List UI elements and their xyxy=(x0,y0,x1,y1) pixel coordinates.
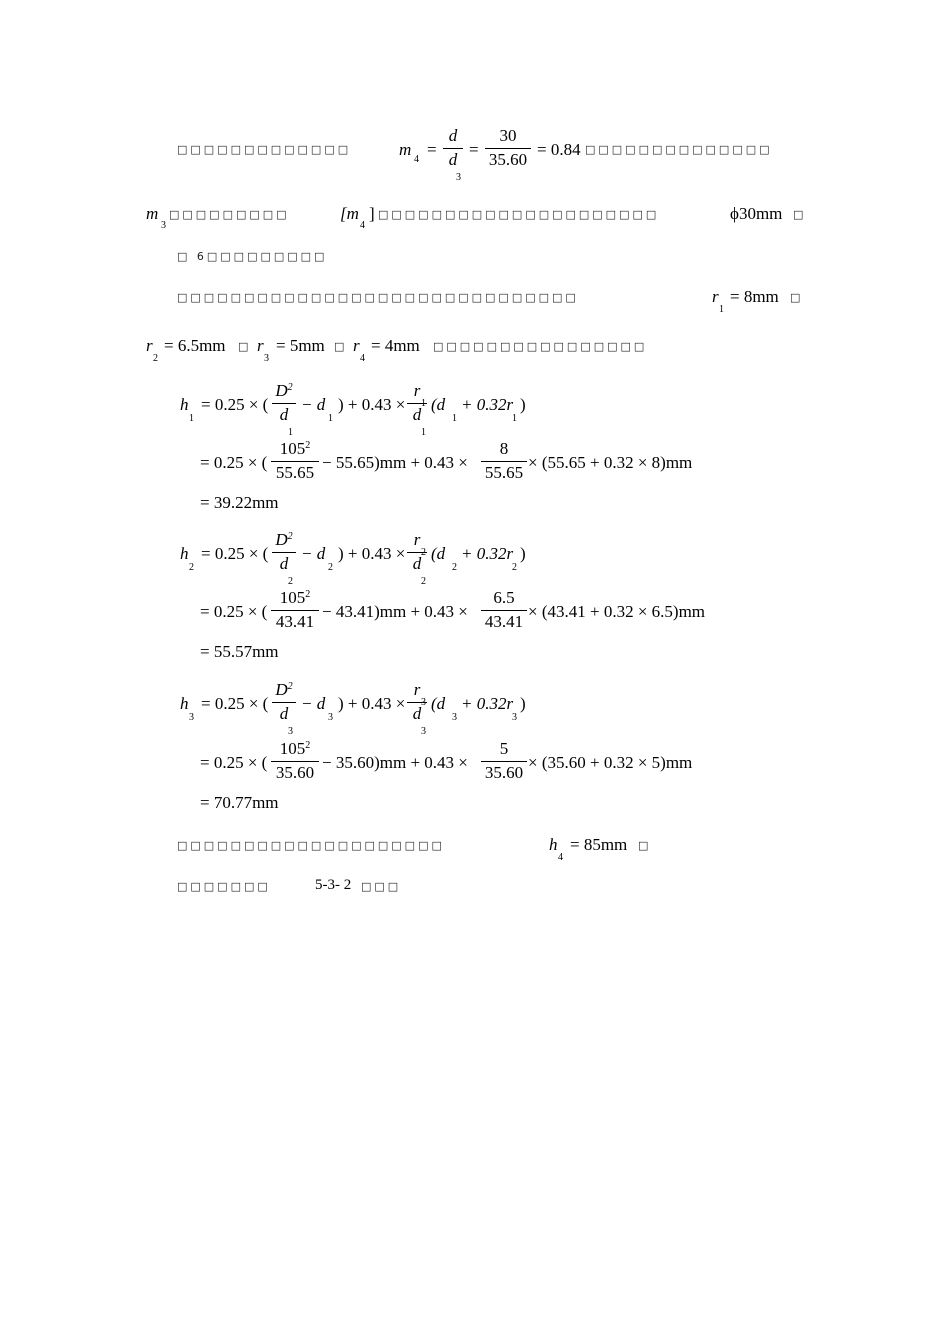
h1-line2-c: × (55.65 + 0.32 × 8)mm xyxy=(528,453,693,472)
h3-tail2-sub: 3 xyxy=(512,712,517,723)
frac-den: d xyxy=(448,149,458,169)
h3-symbol: h xyxy=(180,694,189,713)
frac-den: d xyxy=(279,553,289,573)
h1-minus-sub: 1 xyxy=(328,413,333,424)
r4-value: = 4mm xyxy=(371,336,420,355)
h3-line2-b: − 35.60)mm + 0.43 × xyxy=(322,753,468,772)
line3-text: □ 6□□□□□□□□□ xyxy=(177,250,328,263)
sep-2: □ xyxy=(334,340,348,353)
m3-symbol: m xyxy=(146,204,159,223)
h2-coef: = 0.25 × ( xyxy=(201,544,269,563)
line5-text: □□□□□□□□□□□□□□□□ xyxy=(433,340,648,353)
r3-symbol: r xyxy=(257,336,264,355)
h1-result: = 39.22mm xyxy=(200,493,279,512)
h1-line2-a: = 0.25 × ( xyxy=(200,453,268,472)
h4-line-end: □ xyxy=(638,839,652,852)
h1-l2-frac1 xyxy=(271,440,319,482)
eq-sign-2: = xyxy=(469,140,479,159)
h2-dden-sub: 2 xyxy=(421,576,426,587)
last-line-text: □□□□□□□ xyxy=(177,880,271,893)
frac-bar xyxy=(272,552,296,553)
h2-minus: − d xyxy=(301,544,326,563)
frac-bar xyxy=(272,403,296,404)
h1-tail2: + 0.32r xyxy=(461,395,514,414)
ratio-frac xyxy=(485,127,531,169)
h2-tail2-sub: 2 xyxy=(512,562,517,573)
h3-tail-sub: 3 xyxy=(452,712,457,723)
h3-result: = 70.77mm xyxy=(200,793,279,812)
m4-bracket-sub: 4 xyxy=(360,220,365,231)
h2-line2-a: = 0.25 × ( xyxy=(200,602,268,621)
figure-ref: 5-3- 2 xyxy=(315,877,352,893)
sup: 2 xyxy=(287,382,293,393)
line2-end: □ xyxy=(793,208,807,221)
h2-D2-over-d2 xyxy=(272,531,296,573)
h4-symbol: h xyxy=(549,835,558,854)
h3-D2-over-d3 xyxy=(272,681,296,723)
frac-num: r xyxy=(413,381,421,400)
ratio-result: = 0.84 xyxy=(537,140,581,159)
line2-text-a: □□□□□□□□□ xyxy=(169,208,290,221)
frac-den-3560: 35.60 xyxy=(488,149,528,169)
sup: 2 xyxy=(287,531,293,542)
h3-close: ) xyxy=(520,694,526,713)
h1-dden-sub: 1 xyxy=(421,427,426,438)
h1-d1-sub: 1 xyxy=(288,427,293,438)
h1-tail-sub: 1 xyxy=(452,413,457,424)
frac-den: 43.41 xyxy=(275,611,315,631)
num-105: 105 xyxy=(279,439,306,458)
bracket-close: ] xyxy=(369,204,375,223)
frac-num-30: 30 xyxy=(499,126,517,145)
h3-l2-frac1 xyxy=(271,740,319,782)
h2-l2-frac1 xyxy=(271,589,319,631)
line1-text: □□□□□□□□□□□□□ xyxy=(177,143,352,156)
h2-tail: (d xyxy=(431,544,446,563)
frac-den: d xyxy=(412,553,422,573)
h2-tail-sub: 2 xyxy=(452,562,457,573)
r1-symbol: r xyxy=(712,287,719,306)
h2-line2-b: − 43.41)mm + 0.43 × xyxy=(322,602,468,621)
frac-den: 35.60 xyxy=(275,762,315,782)
h3-minus: − d xyxy=(301,694,326,713)
line4-end: □ xyxy=(790,291,804,304)
D-symbol: D xyxy=(275,530,288,549)
r3-sub: 3 xyxy=(264,353,269,364)
h3-coef: = 0.25 × ( xyxy=(201,694,269,713)
frac-num xyxy=(272,382,296,401)
h3-l2-frac2 xyxy=(481,740,527,782)
h2-minus-sub: 2 xyxy=(328,562,333,573)
h3-minus-sub: 3 xyxy=(328,712,333,723)
D-symbol: D xyxy=(275,680,288,699)
m4-sub: 4 xyxy=(414,154,419,165)
m4-symbol: m xyxy=(399,140,412,159)
frac-den: 55.65 xyxy=(484,462,524,482)
h2-result: = 55.57mm xyxy=(200,642,279,661)
h1-tail: (d xyxy=(431,395,446,414)
frac-bar xyxy=(485,148,531,149)
r1-value: = 8mm xyxy=(730,287,779,306)
frac-bar xyxy=(271,610,319,611)
frac-num: 5 xyxy=(499,739,509,758)
h2-line2-c: × (43.41 + 0.32 × 6.5)mm xyxy=(528,602,706,621)
h1-sub: 1 xyxy=(189,413,194,424)
h4-sub: 4 xyxy=(558,852,563,863)
h1-plus: ) + 0.43 × xyxy=(338,395,406,414)
frac-bar xyxy=(271,761,319,762)
h1-minus: − d xyxy=(301,395,326,414)
h2-close: ) xyxy=(520,544,526,563)
frac-num: r xyxy=(413,680,421,699)
h4-line-text: □□□□□□□□□□□□□□□□□□□□ xyxy=(177,839,445,852)
h1-coef: = 0.25 × ( xyxy=(201,395,269,414)
r2-value: = 6.5mm xyxy=(164,336,226,355)
frac-num: r xyxy=(413,530,421,549)
diameter-value: ϕ30mm xyxy=(730,204,783,223)
h2-d-sub: 2 xyxy=(288,576,293,587)
frac-num xyxy=(272,681,296,700)
h1-line2-b: − 55.65)mm + 0.43 × xyxy=(322,453,468,472)
eq-sign: = xyxy=(427,140,437,159)
r1-sub: 1 xyxy=(719,304,724,315)
h1-symbol: h xyxy=(180,395,189,414)
h2-l2-frac2 xyxy=(481,589,527,631)
sup: 2 xyxy=(305,440,311,451)
frac-num: d xyxy=(448,126,458,145)
r4-symbol: r xyxy=(353,336,360,355)
frac-den: 43.41 xyxy=(484,611,524,631)
D-symbol: D xyxy=(275,381,288,400)
frac-num xyxy=(272,531,296,550)
h3-tail: (d xyxy=(431,694,446,713)
r2-sub: 2 xyxy=(153,353,158,364)
frac-den: d xyxy=(412,703,422,723)
h1-tail2-sub: 1 xyxy=(512,413,517,424)
line4-text: □□□□□□□□□□□□□□□□□□□□□□□□□□□□□□ xyxy=(177,291,579,304)
r4-sub: 4 xyxy=(360,353,365,364)
frac-den: d xyxy=(279,404,289,424)
sup: 2 xyxy=(305,740,311,751)
r3-value: = 5mm xyxy=(276,336,325,355)
h1-r-sub: 1 xyxy=(421,398,426,409)
frac-num: 6.5 xyxy=(493,588,515,607)
frac-den: d xyxy=(412,404,422,424)
frac-den: 35.60 xyxy=(484,762,524,782)
h2-tail2: + 0.32r xyxy=(461,544,514,563)
frac-bar xyxy=(481,761,527,762)
h3-line2-a: = 0.25 × ( xyxy=(200,753,268,772)
h3-dden-sub: 3 xyxy=(421,726,426,737)
frac-bar xyxy=(443,148,463,149)
frac-num: 8 xyxy=(499,439,509,458)
d-over-d3 xyxy=(443,127,463,169)
sup: 2 xyxy=(287,681,293,692)
h2-symbol: h xyxy=(180,544,189,563)
num-105: 105 xyxy=(279,739,306,758)
sup: 2 xyxy=(305,589,311,600)
frac-bar xyxy=(481,610,527,611)
frac-den: d xyxy=(279,703,289,723)
d3-sub: 3 xyxy=(456,172,461,183)
frac-bar xyxy=(481,461,527,462)
sep-1: □ xyxy=(238,340,252,353)
frac-num xyxy=(271,740,319,759)
h1-close: ) xyxy=(520,395,526,414)
line1-tail: □□□□□□□□□□□□□□ xyxy=(585,143,773,156)
line2-text-b: □□□□□□□□□□□□□□□□□□□□□ xyxy=(378,208,660,221)
h3-sub: 3 xyxy=(189,712,194,723)
frac-bar xyxy=(272,702,296,703)
last-line-end: □□□ xyxy=(361,880,402,893)
h3-plus: ) + 0.43 × xyxy=(338,694,406,713)
h3-tail2: + 0.32r xyxy=(461,694,514,713)
frac-num xyxy=(271,589,319,608)
h4-value: = 85mm xyxy=(570,835,628,854)
frac-num xyxy=(271,440,319,459)
h1-l2-frac2 xyxy=(481,440,527,482)
m3-sub: 3 xyxy=(161,220,166,231)
h3-r-sub: 3 xyxy=(421,697,426,708)
h2-plus: ) + 0.43 × xyxy=(338,544,406,563)
num-105: 105 xyxy=(279,588,306,607)
h3-line2-c: × (35.60 + 0.32 × 5)mm xyxy=(528,753,693,772)
r2-symbol: r xyxy=(146,336,153,355)
m4-bracket: [m xyxy=(340,204,359,223)
frac-den: 55.65 xyxy=(275,462,315,482)
h2-sub: 2 xyxy=(189,562,194,573)
h2-r-sub: 2 xyxy=(421,547,426,558)
h1-D2-over-d1 xyxy=(272,382,296,424)
h3-d-sub: 3 xyxy=(288,726,293,737)
frac-bar xyxy=(271,461,319,462)
